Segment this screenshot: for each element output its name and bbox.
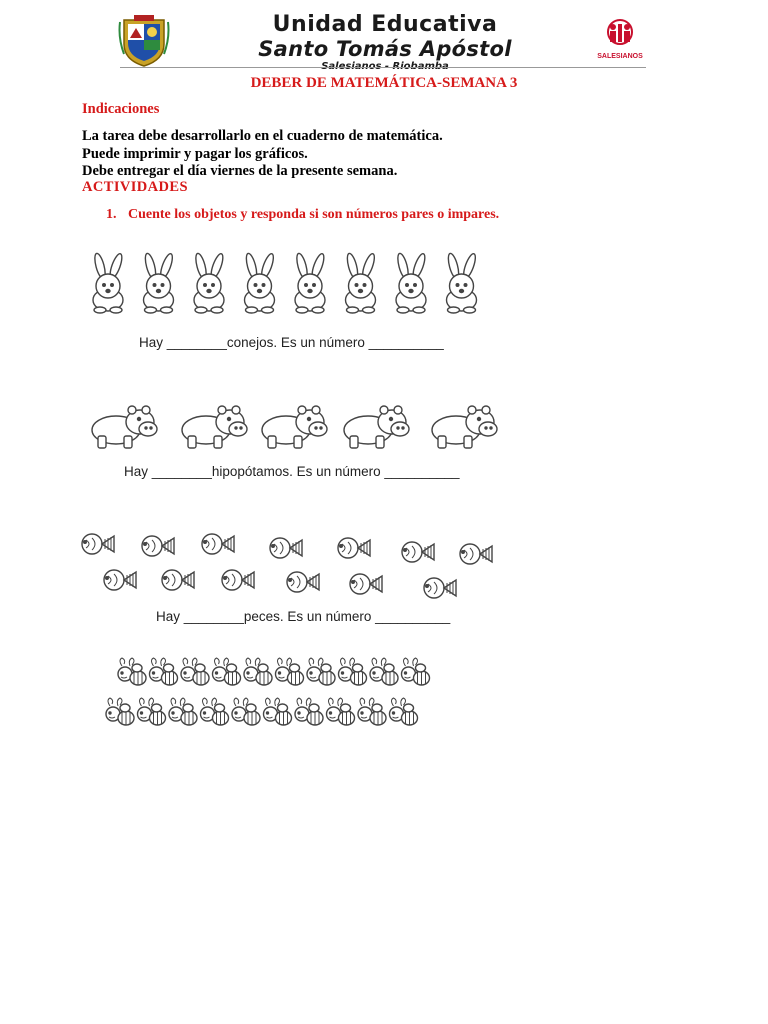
rabbit-icon: [93, 252, 124, 313]
bee-icon: [213, 658, 241, 685]
fish-icon: [142, 536, 174, 556]
rabbit-icon: [345, 252, 376, 313]
rabbit-icon: [446, 252, 477, 313]
hippo-row: [90, 402, 510, 452]
school-name-line2: Santo Tomás Apóstol: [258, 37, 512, 61]
bee-icon: [106, 698, 134, 725]
fish-icon: [402, 542, 434, 562]
bee-icon: [201, 698, 229, 725]
school-crest-logo: [116, 14, 172, 68]
rabbit-icon: [143, 252, 174, 313]
rabbit-icon: [396, 252, 427, 313]
rabbit-icon: [194, 252, 225, 313]
bee-icon: [327, 698, 355, 725]
actividades-heading: ACTIVIDADES: [82, 179, 188, 195]
fish-icon: [270, 538, 302, 558]
fish-icon: [424, 578, 456, 598]
fish-icon: [222, 570, 254, 590]
exercise-sentence-hippos: Hay ________hipopótamos. Es un número __________: [124, 464, 460, 479]
bee-rows: [102, 654, 442, 734]
bee-icon: [138, 698, 166, 725]
bee-icon: [232, 698, 260, 725]
bee-icon: [370, 658, 398, 685]
bee-icon: [169, 698, 197, 725]
instruction-line: Debe entregar el día viernes de la presente semana.: [82, 163, 398, 179]
bee-icon: [339, 658, 367, 685]
header-divider: [120, 67, 646, 68]
hippo-icon: [262, 406, 327, 448]
bee-icon: [118, 658, 146, 685]
bee-icon: [307, 658, 335, 685]
hippo-icon: [344, 406, 409, 448]
fish-rows: [80, 530, 510, 600]
rabbit-icon: [244, 252, 275, 313]
hippo-icon: [182, 406, 247, 448]
school-location: Salesianos - Riobamba: [321, 61, 449, 72]
fish-icon: [350, 574, 382, 594]
fish-icon: [338, 538, 370, 558]
question-number: 1.: [106, 207, 117, 222]
hippo-icon: [92, 406, 157, 448]
rabbit-row: [88, 252, 508, 314]
page-title: DEBER DE MATEMÁTICA-SEMANA 3: [250, 75, 518, 91]
exercise-sentence-fish: Hay ________peces. Es un número __________: [156, 609, 451, 624]
question-1: [106, 207, 499, 223]
fish-icon: [82, 534, 114, 554]
fish-icon: [202, 534, 234, 554]
bee-icon: [390, 698, 418, 725]
bee-icon: [358, 698, 386, 725]
bee-icon: [264, 698, 292, 725]
fish-icon: [104, 570, 136, 590]
fish-icon: [287, 572, 319, 592]
indicaciones-heading: Indicaciones: [82, 101, 160, 117]
fish-icon: [460, 544, 492, 564]
bee-icon: [276, 658, 304, 685]
hippo-icon: [432, 406, 497, 448]
bee-icon: [402, 658, 430, 685]
bee-icon: [150, 658, 178, 685]
bee-icon: [244, 658, 272, 685]
bee-icon: [295, 698, 323, 725]
salesianos-logo-text: SALESIANOS: [597, 53, 643, 60]
school-name-line1: Unidad Educativa: [272, 12, 498, 37]
rabbit-icon: [295, 252, 326, 313]
salesianos-logo: [596, 18, 644, 62]
exercise-sentence-rabbits: Hay ________conejos. Es un número __________: [139, 335, 444, 350]
fish-icon: [162, 570, 194, 590]
bee-icon: [181, 658, 209, 685]
school-name: [240, 14, 530, 72]
instruction-line: Puede imprimir y pagar los gráficos.: [82, 146, 308, 162]
question-text: Cuente los objetos y responda si son números pares o impares.: [128, 207, 500, 222]
instruction-line: La tarea debe desarrollarlo en el cuaderno de matemática.: [82, 128, 443, 144]
